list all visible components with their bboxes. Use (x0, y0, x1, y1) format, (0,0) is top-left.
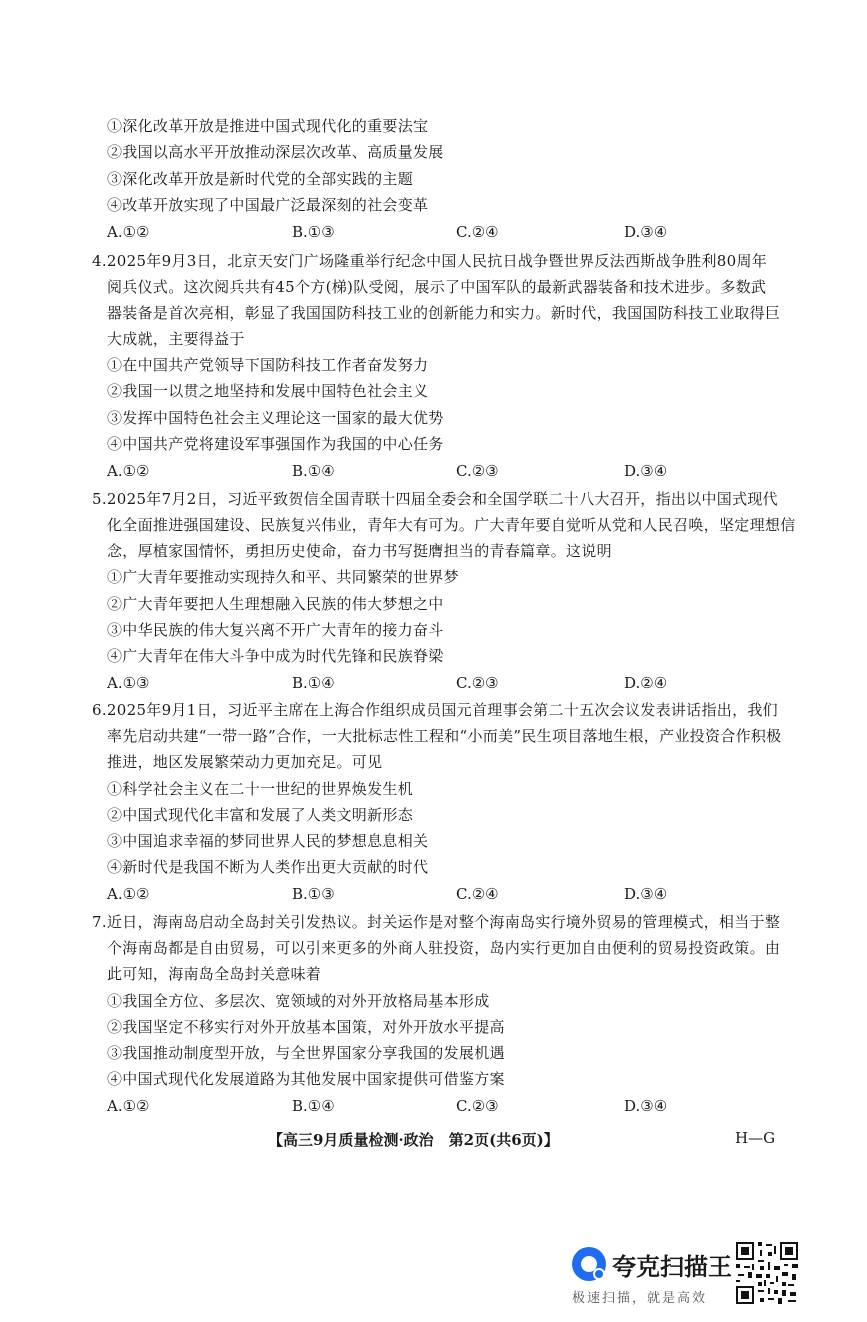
q6-stem-line-2: 率先启动共建“一带一路”合作，一大批标志性工程和“小而美”民生项目落地生根，产业投资合作积极 (107, 727, 782, 745)
q7-option-c: C.②③ (456, 1097, 499, 1115)
q6-option-c: C.②④ (456, 885, 499, 903)
q4-item-3: ③发挥中国特色社会主义理论这一国家的最大优势 (107, 409, 444, 427)
q5-stem-line-2: 化全面推进强国建设、民族复兴伟业，青年大有可为。广大青年要自觉听从党和人民召唤，坚定理想信 (107, 516, 796, 534)
q4-item-2: ②我国一以贯之地坚持和发展中国特色社会主义 (107, 382, 429, 400)
q4-item-4: ④中国共产党将建设军事强国作为我国的中心任务 (107, 435, 444, 453)
q6-item-4: ④新时代是我国不断为人类作出更大贡献的时代 (107, 858, 429, 876)
q6-option-b: B.①③ (292, 885, 335, 903)
q6-option-a: A.①② (107, 885, 150, 903)
q5-stem-line-3: 念，厚植家国情怀，勇担历史使命，奋力书写挺膺担当的青春篇章。这说明 (107, 542, 612, 560)
q3-option-b: B.①③ (292, 223, 335, 241)
q4-option-c: C.②③ (456, 462, 499, 480)
q5-option-b: B.①④ (292, 674, 335, 692)
q3-item-3: ③深化改革开放是新时代党的全部实践的主题 (107, 170, 414, 188)
q3-option-c: C.②④ (456, 223, 499, 241)
q7-option-d: D.③④ (624, 1097, 668, 1115)
q5-item-2: ②广大青年要把人生理想融入民族的伟大梦想之中 (107, 595, 444, 613)
q6-stem-line-3: 推进，地区发展繁荣动力更加充足。可见 (107, 753, 383, 771)
q5-option-a: A.①③ (107, 674, 150, 692)
q7-item-4: ④中国式现代化发展道路为其他发展中国家提供可借鉴方案 (107, 1070, 505, 1088)
q5-option-d: D.②④ (624, 674, 668, 692)
q3-option-d: D.③④ (624, 223, 668, 241)
q4-item-1: ①在中国共产党领导下国防科技工作者奋发努力 (107, 356, 429, 374)
q7-stem-line-3: 此可知，海南岛全岛封关意味着 (107, 965, 322, 983)
q7-stem-line-1: 7.近日，海南岛启动全岛封关引发热议。封关运作是对整个海南岛实行境外贸易的管理模式，相当于整 (92, 913, 781, 931)
q7-item-2: ②我国坚定不移实行对外开放基本国策，对外开放水平提高 (107, 1018, 505, 1036)
q5-item-1: ①广大青年要推动实现持久和平、共同繁荣的世界梦 (107, 568, 459, 586)
q4-option-b: B.①④ (292, 462, 335, 480)
q3-option-a: A.①② (107, 223, 150, 241)
q4-option-d: D.③④ (624, 462, 668, 480)
quark-logo-icon (572, 1247, 606, 1281)
q7-option-b: B.①④ (292, 1097, 335, 1115)
page-footer-code: H—G (735, 1129, 776, 1147)
brand-name: 夸克扫描王 (612, 1253, 732, 1281)
q4-stem-line-3: 器装备是首次亮相，彰显了我国国防科技工业的创新能力和实力。新时代，我国国防科技工业取得巨 (107, 304, 781, 322)
q7-item-1: ①我国全方位、多层次、宽领域的对外开放格局基本形成 (107, 992, 490, 1010)
q3-item-4: ④改革开放实现了中国最广泛最深刻的社会变革 (107, 196, 429, 214)
q7-stem-line-2: 个海南岛都是自由贸易，可以引来更多的外商人驻投资，岛内实行更加自由便利的贸易投资政策。由 (107, 939, 781, 957)
q4-stem-line-1: 4.2025年9月3日，北京天安门广场隆重举行纪念中国人民抗日战争暨世界反法西斯战争胜利80周年 (92, 252, 768, 270)
q6-option-d: D.③④ (624, 885, 668, 903)
page-footer-title: 【高三9月质量检测·政治 第2页(共6页)】 (268, 1131, 559, 1149)
q6-stem-line-1: 6.2025年9月1日，习近平主席在上海合作组织成员国元首理事会第二十五次会议发表讲话指出，我们 (92, 701, 778, 719)
qr-code-icon (734, 1240, 800, 1306)
q5-item-4: ④广大青年在伟大斗争中成为时代先锋和民族脊梁 (107, 647, 444, 665)
q7-option-a: A.①② (107, 1097, 150, 1115)
q3-item-2: ②我国以高水平开放推动深层次改革、高质量发展 (107, 143, 444, 161)
q6-item-1: ①科学社会主义在二十一世纪的世界焕发生机 (107, 780, 414, 798)
q4-stem-line-2: 阅兵仪式。这次阅兵共有45个方(梯)队受阅，展示了中国军队的最新武器装备和技术进步。多数武 (107, 278, 767, 296)
q5-stem-line-1: 5.2025年7月2日，习近平致贺信全国青联十四届全委会和全国学联二十八大召开，指出以中国式现代 (92, 490, 778, 508)
brand-slogan: 极速扫描，就是高效 (572, 1291, 708, 1306)
q6-item-3: ③中国追求幸福的梦同世界人民的梦想息息相关 (107, 832, 429, 850)
scanner-watermark (572, 1245, 732, 1315)
q6-item-2: ②中国式现代化丰富和发展了人类文明新形态 (107, 806, 414, 824)
q7-item-3: ③我国推动制度型开放，与全世界国家分享我国的发展机遇 (107, 1044, 505, 1062)
q4-option-a: A.①② (107, 462, 150, 480)
q4-stem-line-4: 大成就，主要得益于 (107, 330, 245, 348)
q5-option-c: C.②③ (456, 674, 499, 692)
q3-item-1: ①深化改革开放是推进中国式现代化的重要法宝 (107, 117, 429, 135)
q5-item-3: ③中华民族的伟大复兴离不开广大青年的接力奋斗 (107, 621, 444, 639)
